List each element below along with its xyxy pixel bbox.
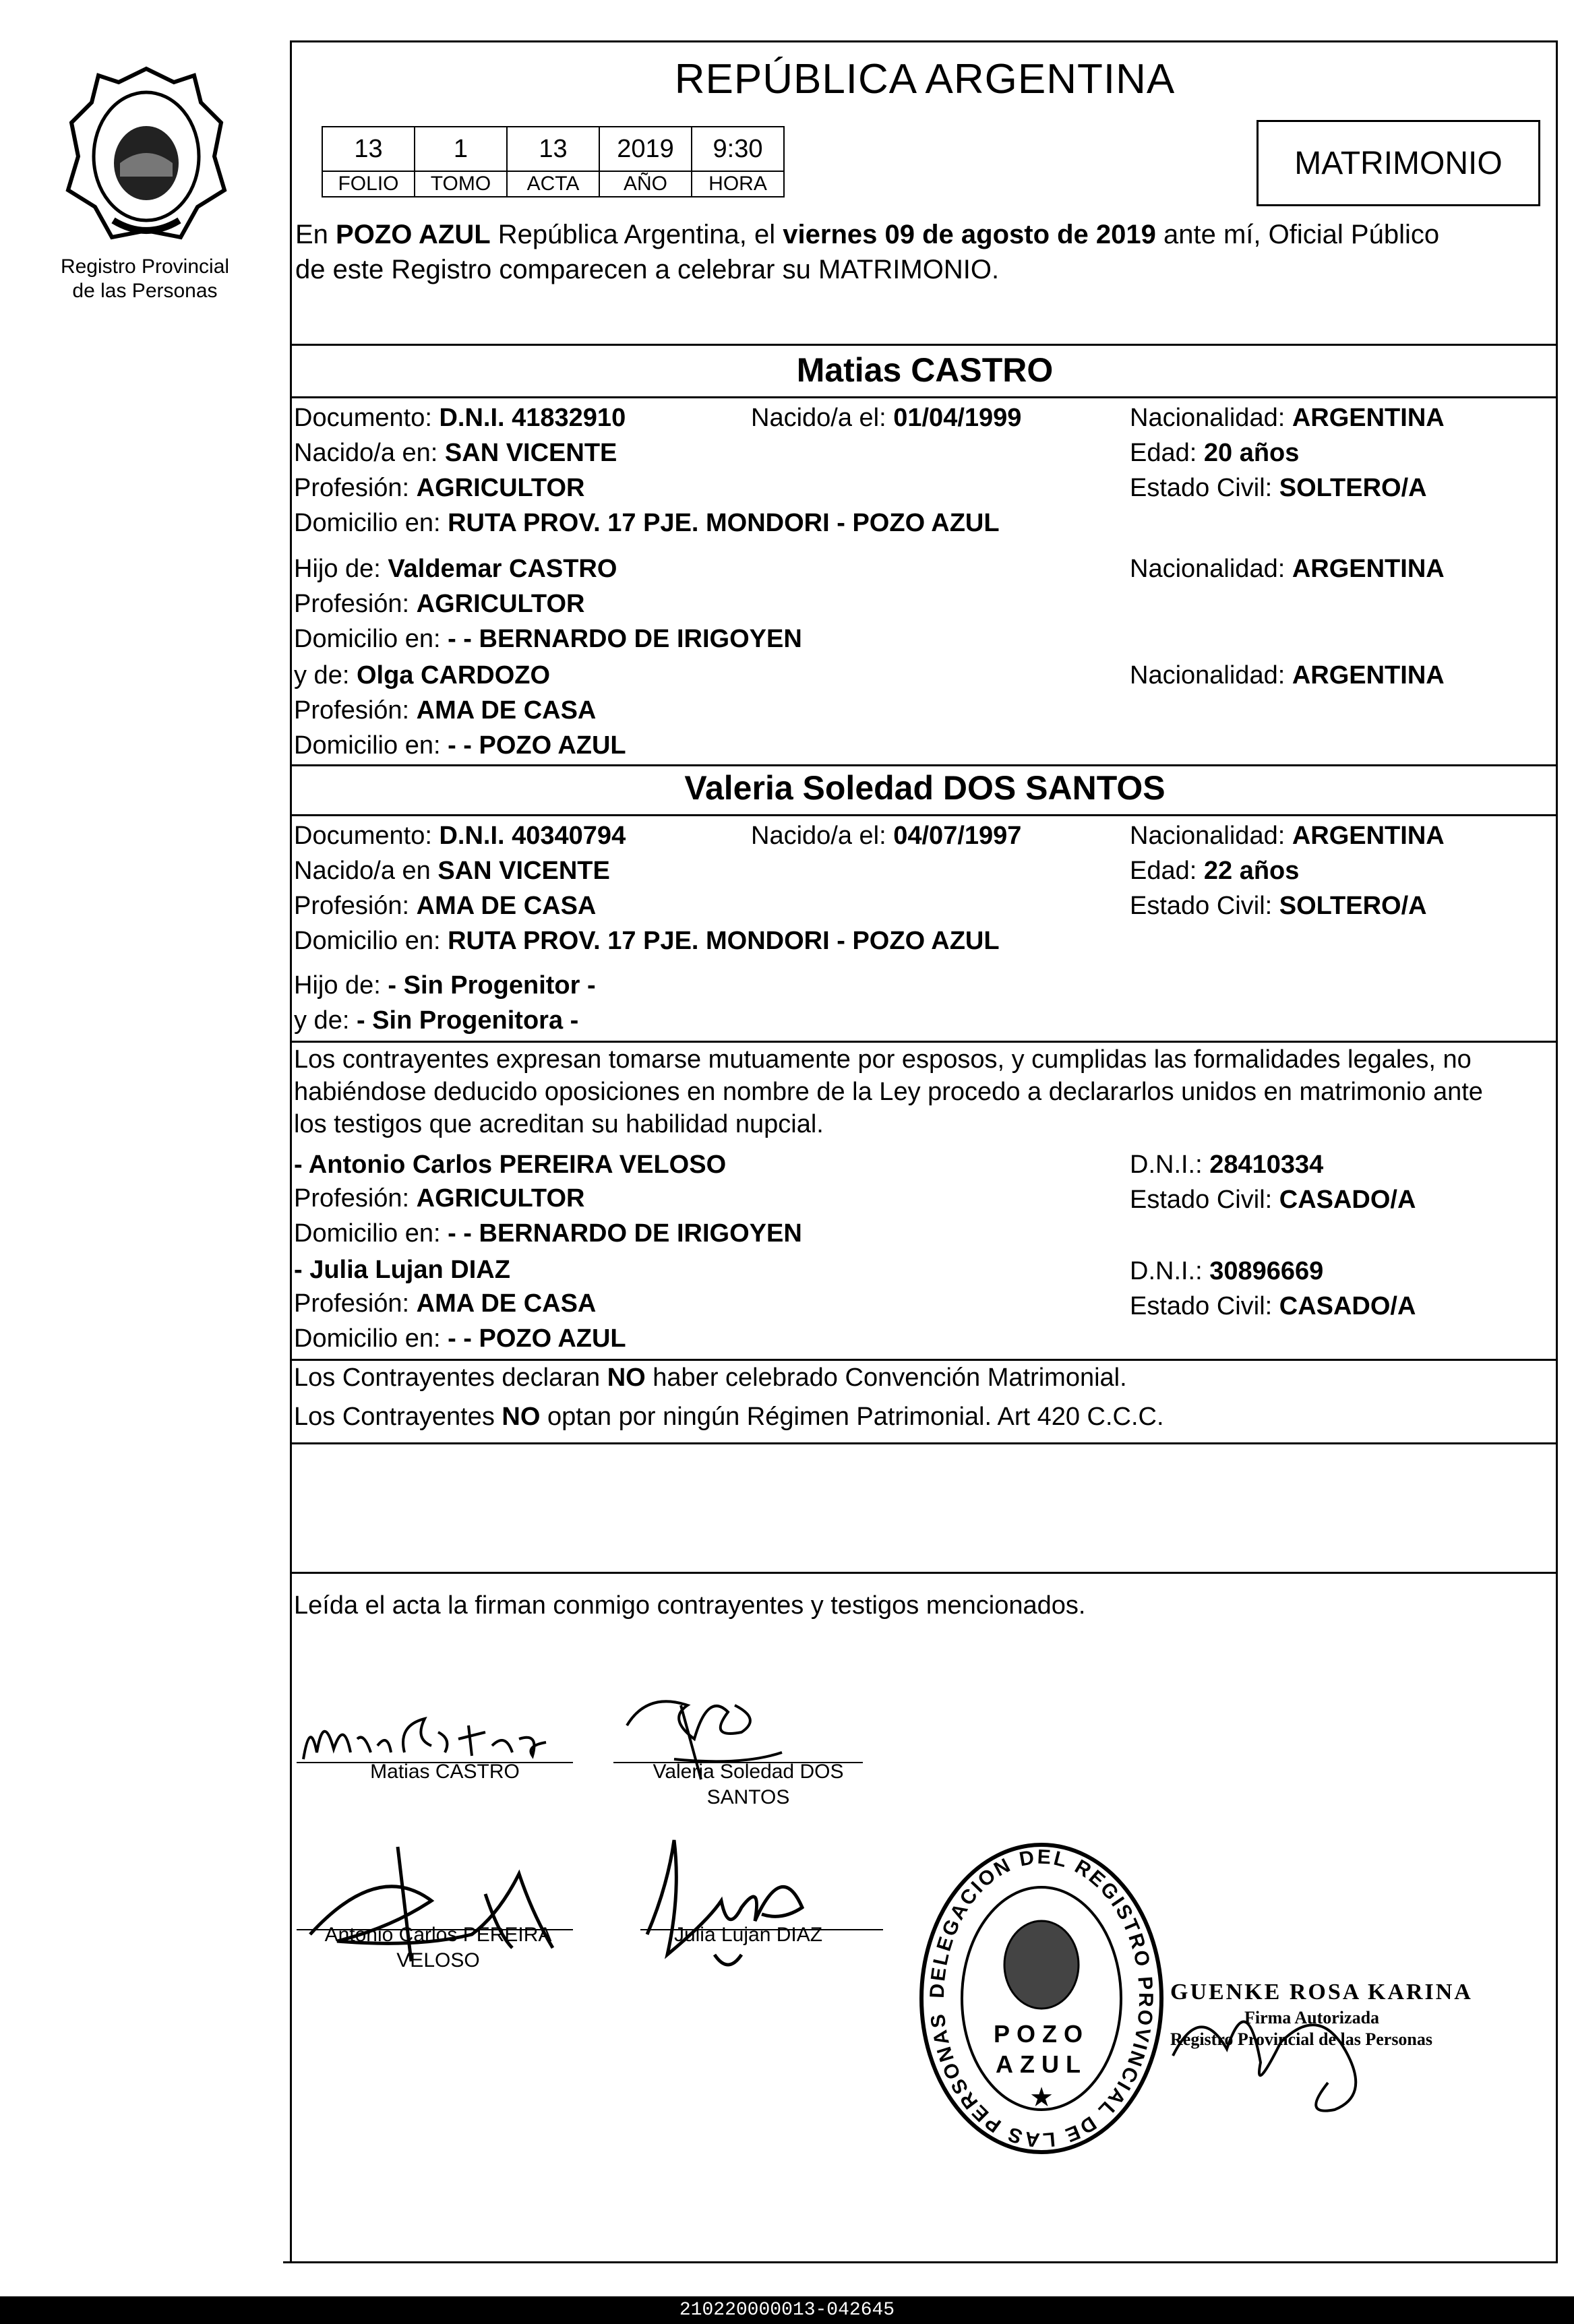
document-id-footer: 210220000013-042645 bbox=[0, 2296, 1574, 2324]
witness-1-civil-status: Estado Civil: CASADO/A bbox=[1130, 1186, 1416, 1214]
divider bbox=[290, 1442, 1558, 1444]
groom-birthdate: Nacido/a el: 01/04/1999 bbox=[751, 404, 1022, 432]
regime-statement: Los Contrayentes NO optan por ningún Régimen Patrimonial. Art 420 C.C.C. bbox=[294, 1403, 1164, 1431]
bride-mother: y de: - Sin Progenitora - bbox=[294, 1006, 579, 1035]
groom-father: Hijo de: Valdemar CASTRO bbox=[294, 555, 617, 583]
groom-signature-label: Matias CASTRO bbox=[370, 1761, 520, 1783]
folio-value: 13 bbox=[322, 127, 415, 171]
bride-document: Documento: D.N.I. 40340794 bbox=[294, 822, 626, 850]
groom-birthplace: Nacido/a en: SAN VICENTE bbox=[294, 439, 617, 467]
divider bbox=[290, 1041, 1558, 1043]
registry-office-stamp bbox=[917, 1840, 1166, 2157]
witness-2-address: Domicilio en: - - POZO AZUL bbox=[294, 1324, 626, 1353]
official-stamp: GUENKE ROSA KARINA Firma Autorizada Registro Provincial de las Personas bbox=[1170, 1980, 1473, 2049]
bride-signature-label: Valeria Soledad DOS SANTOS bbox=[653, 1761, 844, 1808]
groom-father-profession: Profesión: AGRICULTOR bbox=[294, 590, 585, 618]
groom-mother-profession: Profesión: AMA DE CASA bbox=[294, 696, 597, 725]
groom-father-nationality: Nacionalidad: ARGENTINA bbox=[1130, 555, 1445, 583]
groom-name-heading: Matias CASTRO bbox=[796, 351, 1054, 389]
frame-top-border bbox=[290, 40, 1558, 42]
groom-age: Edad: 20 años bbox=[1130, 439, 1300, 467]
tomo-value: 1 bbox=[415, 127, 507, 171]
witness-1-dni: D.N.I.: 28410334 bbox=[1130, 1151, 1324, 1179]
witness-2-signature bbox=[627, 1820, 829, 1982]
svg-text:DELEGACION DEL REGISTRO PROVIN: DELEGACION DEL REGISTRO PROVINCIAL DE LAS PERSONAS bbox=[926, 1845, 1157, 2151]
bride-birthdate: Nacido/a el: 04/07/1997 bbox=[751, 822, 1022, 850]
year-value: 2019 bbox=[599, 127, 692, 171]
bride-profession: Profesión: AMA DE CASA bbox=[294, 892, 597, 920]
bride-age: Edad: 22 años bbox=[1130, 857, 1300, 885]
bride-father: Hijo de: - Sin Progenitor - bbox=[294, 971, 596, 1000]
closing-statement: Leída el acta la firman conmigo contrayentes y testigos mencionados. bbox=[294, 1591, 1086, 1620]
witness-2-name: - Julia Lujan DIAZ bbox=[294, 1256, 510, 1284]
witness-1-address: Domicilio en: - - BERNARDO DE IRIGOYEN bbox=[294, 1219, 802, 1248]
acta-value: 13 bbox=[507, 127, 599, 171]
groom-address: Domicilio en: RUTA PROV. 17 PJE. MONDORI - POZO AZUL bbox=[294, 509, 1000, 537]
registry-name: Registro Provincial de las Personas bbox=[60, 255, 230, 302]
tomo-label: TOMO bbox=[415, 171, 507, 197]
witness-2-signature-label: Julia Lujan DIAZ bbox=[673, 1924, 823, 1946]
divider bbox=[290, 1572, 1558, 1574]
witness-1-name: - Antonio Carlos PEREIRA VELOSO bbox=[294, 1151, 727, 1179]
act-type-box: MATRIMONIO bbox=[1257, 120, 1540, 206]
bride-civil-status: Estado Civil: SOLTERO/A bbox=[1130, 892, 1427, 920]
convention-statement: Los Contrayentes declaran NO haber celebrado Convención Matrimonial. bbox=[294, 1364, 1127, 1392]
bride-birthplace: Nacido/a en SAN VICENTE bbox=[294, 857, 610, 885]
intro-paragraph: En POZO AZUL República Argentina, el viernes 09 de agosto de 2019 ante mí, Oficial Público de este Registro comparecen a celebrar su MATRIMONIO. bbox=[295, 220, 1440, 284]
acta-label: ACTA bbox=[507, 171, 599, 197]
witness-2-profession: Profesión: AMA DE CASA bbox=[294, 1289, 597, 1318]
year-label: AÑO bbox=[599, 171, 692, 197]
bride-nationality: Nacionalidad: ARGENTINA bbox=[1130, 822, 1445, 850]
svg-text:AZUL: AZUL bbox=[996, 2050, 1087, 2078]
divider bbox=[290, 396, 1558, 398]
hour-label: HORA bbox=[692, 171, 784, 197]
groom-mother-nationality: Nacionalidad: ARGENTINA bbox=[1130, 661, 1445, 690]
groom-nationality: Nacionalidad: ARGENTINA bbox=[1130, 404, 1445, 432]
folio-label: FOLIO bbox=[322, 171, 415, 197]
groom-father-address: Domicilio en: - - BERNARDO DE IRIGOYEN bbox=[294, 625, 802, 653]
marriage-declaration: Los contrayentes expresan tomarse mutuamente por esposos, y cumplidas las formalidades legales, no habiéndose deducido oposiciones en nombre de la Ley procedo a declararlos unidos en matrimonio ante los testigos que acreditan su habilidad nupcial. bbox=[294, 1045, 1483, 1138]
divider bbox=[290, 344, 1558, 346]
bride-name-heading: Valeria Soledad DOS SANTOS bbox=[684, 769, 1166, 807]
bride-address: Domicilio en: RUTA PROV. 17 PJE. MONDORI - POZO AZUL bbox=[294, 927, 1000, 955]
svg-text:★: ★ bbox=[1029, 2082, 1054, 2113]
hour-value: 9:30 bbox=[692, 127, 784, 171]
record-meta-table bbox=[322, 126, 785, 197]
divider bbox=[290, 764, 1558, 766]
groom-document: Documento: D.N.I. 41832910 bbox=[294, 404, 626, 432]
registry-seal bbox=[59, 62, 233, 251]
groom-civil-status: Estado Civil: SOLTERO/A bbox=[1130, 474, 1427, 502]
witness-2-dni: D.N.I.: 30896669 bbox=[1130, 1257, 1324, 1285]
witness-1-signature-label: Antonio Carlos PEREIRA VELOSO bbox=[324, 1924, 552, 1971]
groom-mother-address: Domicilio en: - - POZO AZUL bbox=[294, 731, 626, 760]
witness-2-civil-status: Estado Civil: CASADO/A bbox=[1130, 1292, 1416, 1320]
groom-profession: Profesión: AGRICULTOR bbox=[294, 474, 585, 502]
frame-left-border bbox=[290, 40, 292, 2263]
divider bbox=[290, 814, 1558, 816]
svg-text:POZO: POZO bbox=[993, 2020, 1090, 2048]
page-title: REPÚBLICA ARGENTINA bbox=[674, 56, 1176, 102]
groom-mother: y de: Olga CARDOZO bbox=[294, 661, 551, 690]
witness-1-profession: Profesión: AGRICULTOR bbox=[294, 1184, 585, 1213]
frame-bottom-border bbox=[283, 2261, 1558, 2263]
